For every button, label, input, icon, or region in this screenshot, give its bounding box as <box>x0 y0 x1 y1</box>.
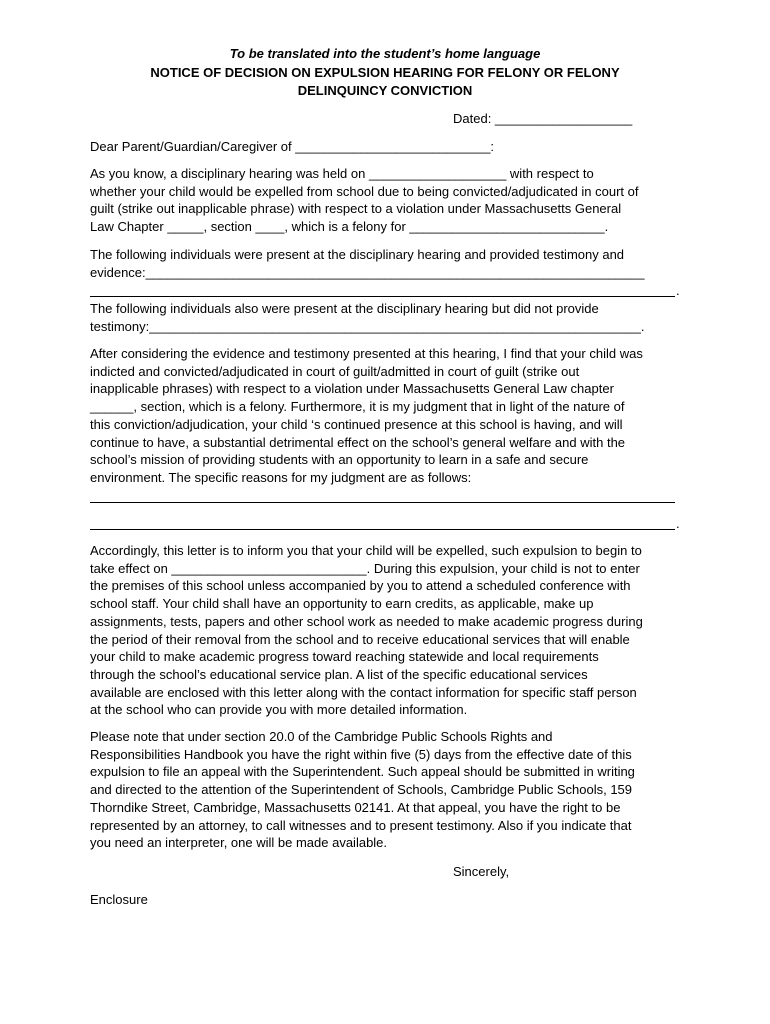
paragraph-line: through the school’s educational service plan. A list of the specific educational services <box>90 666 588 682</box>
paragraph-line: indicted and convicted/adjudicated in court of guilt/admitted in court of guilt (strike out <box>90 363 580 379</box>
title-line: NOTICE OF DECISION ON EXPULSION HEARING FOR FELONY OR FELONY <box>150 65 620 80</box>
paragraph-line: school staff. Your child shall have an opportunity to earn credits, as applicable, make up <box>90 596 594 612</box>
paragraph-line: school’s mission of providing students with an opportunity to learn in a safe and secure <box>90 452 589 468</box>
paragraph-line: Law Chapter _____, section ____, which is a felony for ___________________________. <box>90 219 609 235</box>
paragraph-line: the premises of this school unless accompanied by you to attend a scheduled conference with <box>90 578 631 594</box>
dated-field[interactable]: Dated: ___________________ <box>453 111 633 126</box>
salutation: Dear Parent/Guardian/Caregiver of ___________________________: <box>90 139 495 154</box>
paragraph-line: whether your child would be expelled from school due to being convicted/adjudicated in court of <box>90 183 639 199</box>
paragraph-line: testimony:____________________________________________________________________. <box>90 318 645 334</box>
paragraph-line: take effect on ___________________________. During this expulsion, your child is not to enter <box>90 560 640 576</box>
paragraph-line: assignments, tests, papers and other school work as needed to make academic progress during <box>90 613 643 629</box>
paragraph-line: guilt (strike out inapplicable phrase) with respect to a violation under Massachusetts General <box>90 201 622 217</box>
paragraph-line: Responsibilities Handbook you have the right within five (5) days from the effective date of this <box>90 746 632 762</box>
closing: Sincerely, <box>453 864 510 879</box>
paragraph-line: at the school who can provide you with more detailed information. <box>90 702 468 718</box>
judgment-paragraph <box>90 345 690 487</box>
paragraph-line: and directed to the attention of the Superintendent of Schools, Cambridge Public Schools, 159 <box>90 782 633 798</box>
paragraph-line: inapplicable phrases) with respect to a violation under Massachusetts General Law chapter <box>90 381 614 397</box>
paragraph-line: environment. The specific reasons for my judgment are as follows: <box>90 469 472 485</box>
testimony-blank-line[interactable] <box>90 296 675 297</box>
expulsion-paragraph <box>90 542 690 719</box>
paragraph-line: the period of their removal from the school and to receive educational services that will enable <box>90 631 630 647</box>
line-period: . <box>676 283 680 298</box>
paragraph-line: evidence:_____________________________________________________________________ <box>90 264 645 280</box>
paragraph-line: ______, section, which is a felony. Furthermore, it is my judgment that in light of the nature of <box>90 399 625 415</box>
paragraph-line: The following individuals also were present at the disciplinary hearing but did not provide <box>90 301 599 316</box>
enclosure-label: Enclosure <box>90 892 148 907</box>
document-title <box>0 64 770 99</box>
paragraph-line: you need an interpreter, one will be made available. <box>90 835 388 851</box>
line-period: . <box>676 516 680 531</box>
paragraph-line: your child to make academic progress toward reaching statewide and local requirements <box>90 649 599 665</box>
present-no-testimony-paragraph <box>90 300 690 335</box>
reasons-blank-line[interactable] <box>90 502 675 503</box>
paragraph-line: Please note that under section 20.0 of the Cambridge Public Schools Rights and <box>90 729 553 744</box>
paragraph-line: this conviction/adjudication, your child ‘s continued presence at this school is having, and will <box>90 416 623 432</box>
title-line: DELINQUINCY CONVICTION <box>297 82 473 98</box>
paragraph-line: Thorndike Street, Cambridge, Massachusetts 02141. At that appeal, you have the right to be <box>90 799 621 815</box>
appeal-paragraph <box>90 728 690 852</box>
paragraph-line: expulsion to file an appeal with the Superintendent. Such appeal should be submitted in writing <box>90 764 635 780</box>
translation-note: To be translated into the student’s home language <box>229 46 541 61</box>
paragraph-line: continue to have, a substantial detrimental effect on the school’s general welfare and with the <box>90 434 626 450</box>
paragraph-line: After considering the evidence and testimony presented at this hearing, I find that your child was <box>90 346 643 361</box>
reasons-blank-line[interactable] <box>90 529 675 530</box>
paragraph-line: represented by an attorney, to call witnesses and to present testimony. Also if you indicate that <box>90 817 632 833</box>
paragraph-line: The following individuals were present at the disciplinary hearing and provided testimony and <box>90 247 625 262</box>
hearing-paragraph <box>90 165 690 236</box>
paragraph-line: available are enclosed with this letter along with the contact information for specific staff person <box>90 684 637 700</box>
paragraph-line: As you know, a disciplinary hearing was held on ___________________ with respect to <box>90 166 594 181</box>
present-testimony-paragraph <box>90 246 690 281</box>
paragraph-line: Accordingly, this letter is to inform you that your child will be expelled, such expulsion to begin to <box>90 543 642 558</box>
